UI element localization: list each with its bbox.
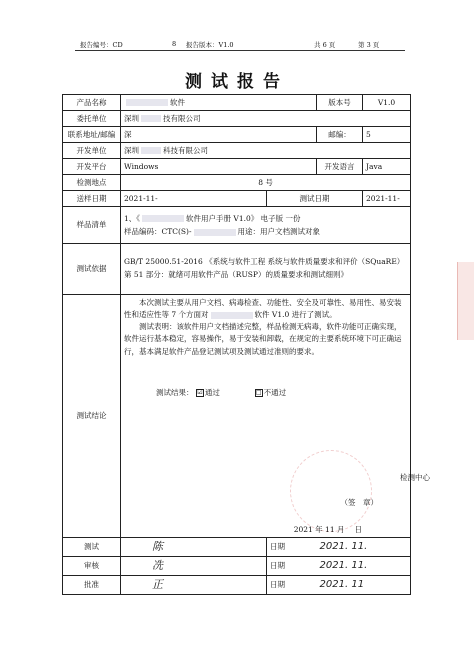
row-tester xyxy=(63,538,411,557)
basis-value: GB/T 25000.51-2016 《系统与软件工程 系统与软件质量要求和评价（SQuaRE）第 51 部分：就绪可用软件产品（RUSP）的质量要求和测试细则》 xyxy=(121,244,411,295)
developer-label: 开发单位 xyxy=(63,143,121,159)
page-number: 第 3 页 xyxy=(358,41,380,49)
conclusion-label: 测试结论 xyxy=(63,295,121,538)
client-label: 委托单位 xyxy=(63,111,121,127)
platform-label: 开发平台 xyxy=(63,159,121,175)
sign-date: 2021 年 11 月 日 xyxy=(293,525,362,534)
report-number: 报告编号：CD xyxy=(80,41,123,49)
product-name-label: 产品名称 xyxy=(63,95,121,111)
postcode-label: 邮编： xyxy=(317,127,363,143)
client-value: 深圳 技有限公司 xyxy=(121,111,411,127)
approver-date: 2021. 11 xyxy=(317,576,411,595)
approver-signature: 正 xyxy=(121,576,267,595)
row-platform xyxy=(63,159,411,175)
test-date-label: 测试日期 xyxy=(267,191,363,207)
redacted-block xyxy=(194,229,236,236)
received-value: 2021-11- xyxy=(121,191,267,207)
test-result: 测试结果： ☑ 通过 □ 不通过 xyxy=(156,387,287,397)
side-seal-fragment xyxy=(457,262,474,340)
postcode-value: 5 xyxy=(363,127,411,143)
fail-checkbox-icon: □ xyxy=(255,388,262,396)
tester-label: 测试 xyxy=(63,538,121,557)
platform-value: Windows xyxy=(121,159,317,175)
approver-date-label: 日期 xyxy=(267,576,317,595)
contact-label: 联系地址/邮编 xyxy=(63,127,121,143)
reviewer-date: 2021. 11. xyxy=(317,557,411,576)
row-client xyxy=(63,111,411,127)
tester-signature: 陈 xyxy=(121,538,267,557)
approver-label: 批准 xyxy=(63,576,121,595)
reviewer-label: 审核 xyxy=(63,557,121,576)
contact-value: 深 xyxy=(121,127,317,143)
row-product-name xyxy=(63,95,411,111)
redacted-block xyxy=(211,312,253,319)
page-title: 测试报告 xyxy=(185,72,289,92)
official-seal xyxy=(290,450,372,532)
version-value: V1.0 xyxy=(363,95,411,111)
row-developer xyxy=(63,143,411,159)
location-value: 8 号 xyxy=(121,175,411,191)
tester-date: 2021. 11. xyxy=(317,538,411,557)
redacted-block xyxy=(141,115,161,122)
conclusion-paragraph-1: 本次测试主要从用户文档、病毒检查、功能性、安全及可靠性、易用性、易安装性和适应性等 7 个方面对 软件 V1.0 进行了测试。 xyxy=(124,298,402,320)
samples-value: 1、《 软件用户手册 V1.0》 电子版 一份 样品编码：CTC(S)- 用途：用户文档测试对象 xyxy=(121,207,411,244)
tester-date-label: 日期 xyxy=(267,538,317,557)
row-contact xyxy=(63,127,411,143)
pass-checkbox-icon: ☑ xyxy=(197,388,203,396)
row-reviewer xyxy=(63,557,411,576)
redacted-block xyxy=(141,147,161,154)
language-label: 开发语言 xyxy=(317,159,363,175)
row-basis xyxy=(63,244,411,295)
test-center-name: 检测中心 xyxy=(400,473,430,482)
report-version: 报告版本：V1.0 xyxy=(186,41,234,49)
product-name-value: 软件 xyxy=(121,95,317,111)
header-divider xyxy=(75,50,405,51)
row-location xyxy=(63,175,411,191)
row-approver xyxy=(63,576,411,595)
redacted-block xyxy=(126,99,168,106)
sign-seal: （签 章） xyxy=(340,498,378,507)
row-dates xyxy=(63,191,411,207)
basis-label: 测试依据 xyxy=(63,244,121,295)
received-label: 送样日期 xyxy=(63,191,121,207)
location-label: 检测地点 xyxy=(63,175,121,191)
developer-value: 深圳 科技有限公司 xyxy=(121,143,411,159)
conclusion-paragraph-2: 测试表明：该软件用户文档描述完整，样品检测无病毒，软件功能可正确实现，软件运行基本稳定，容易操作，易于安装和卸载，在规定的主要系统环境下可正确运行，基本满足软件产品登记测试项及测试通过准则的要求。 xyxy=(124,322,402,356)
result-fail-label: 不通过 xyxy=(263,387,287,397)
row-samples xyxy=(63,207,411,244)
redacted-block xyxy=(142,215,184,222)
report-number-tail: 8 xyxy=(172,40,177,48)
result-pass-label: 通过 xyxy=(204,387,220,397)
reviewer-date-label: 日期 xyxy=(267,557,317,576)
reviewer-signature: 冼 xyxy=(121,557,267,576)
version-label: 版本号 xyxy=(317,95,363,111)
samples-label: 样品清单 xyxy=(63,207,121,244)
test-date-value: 2021-11- xyxy=(363,191,411,207)
language-value: Java xyxy=(363,159,411,175)
total-pages: 共 6 页 xyxy=(314,41,336,49)
